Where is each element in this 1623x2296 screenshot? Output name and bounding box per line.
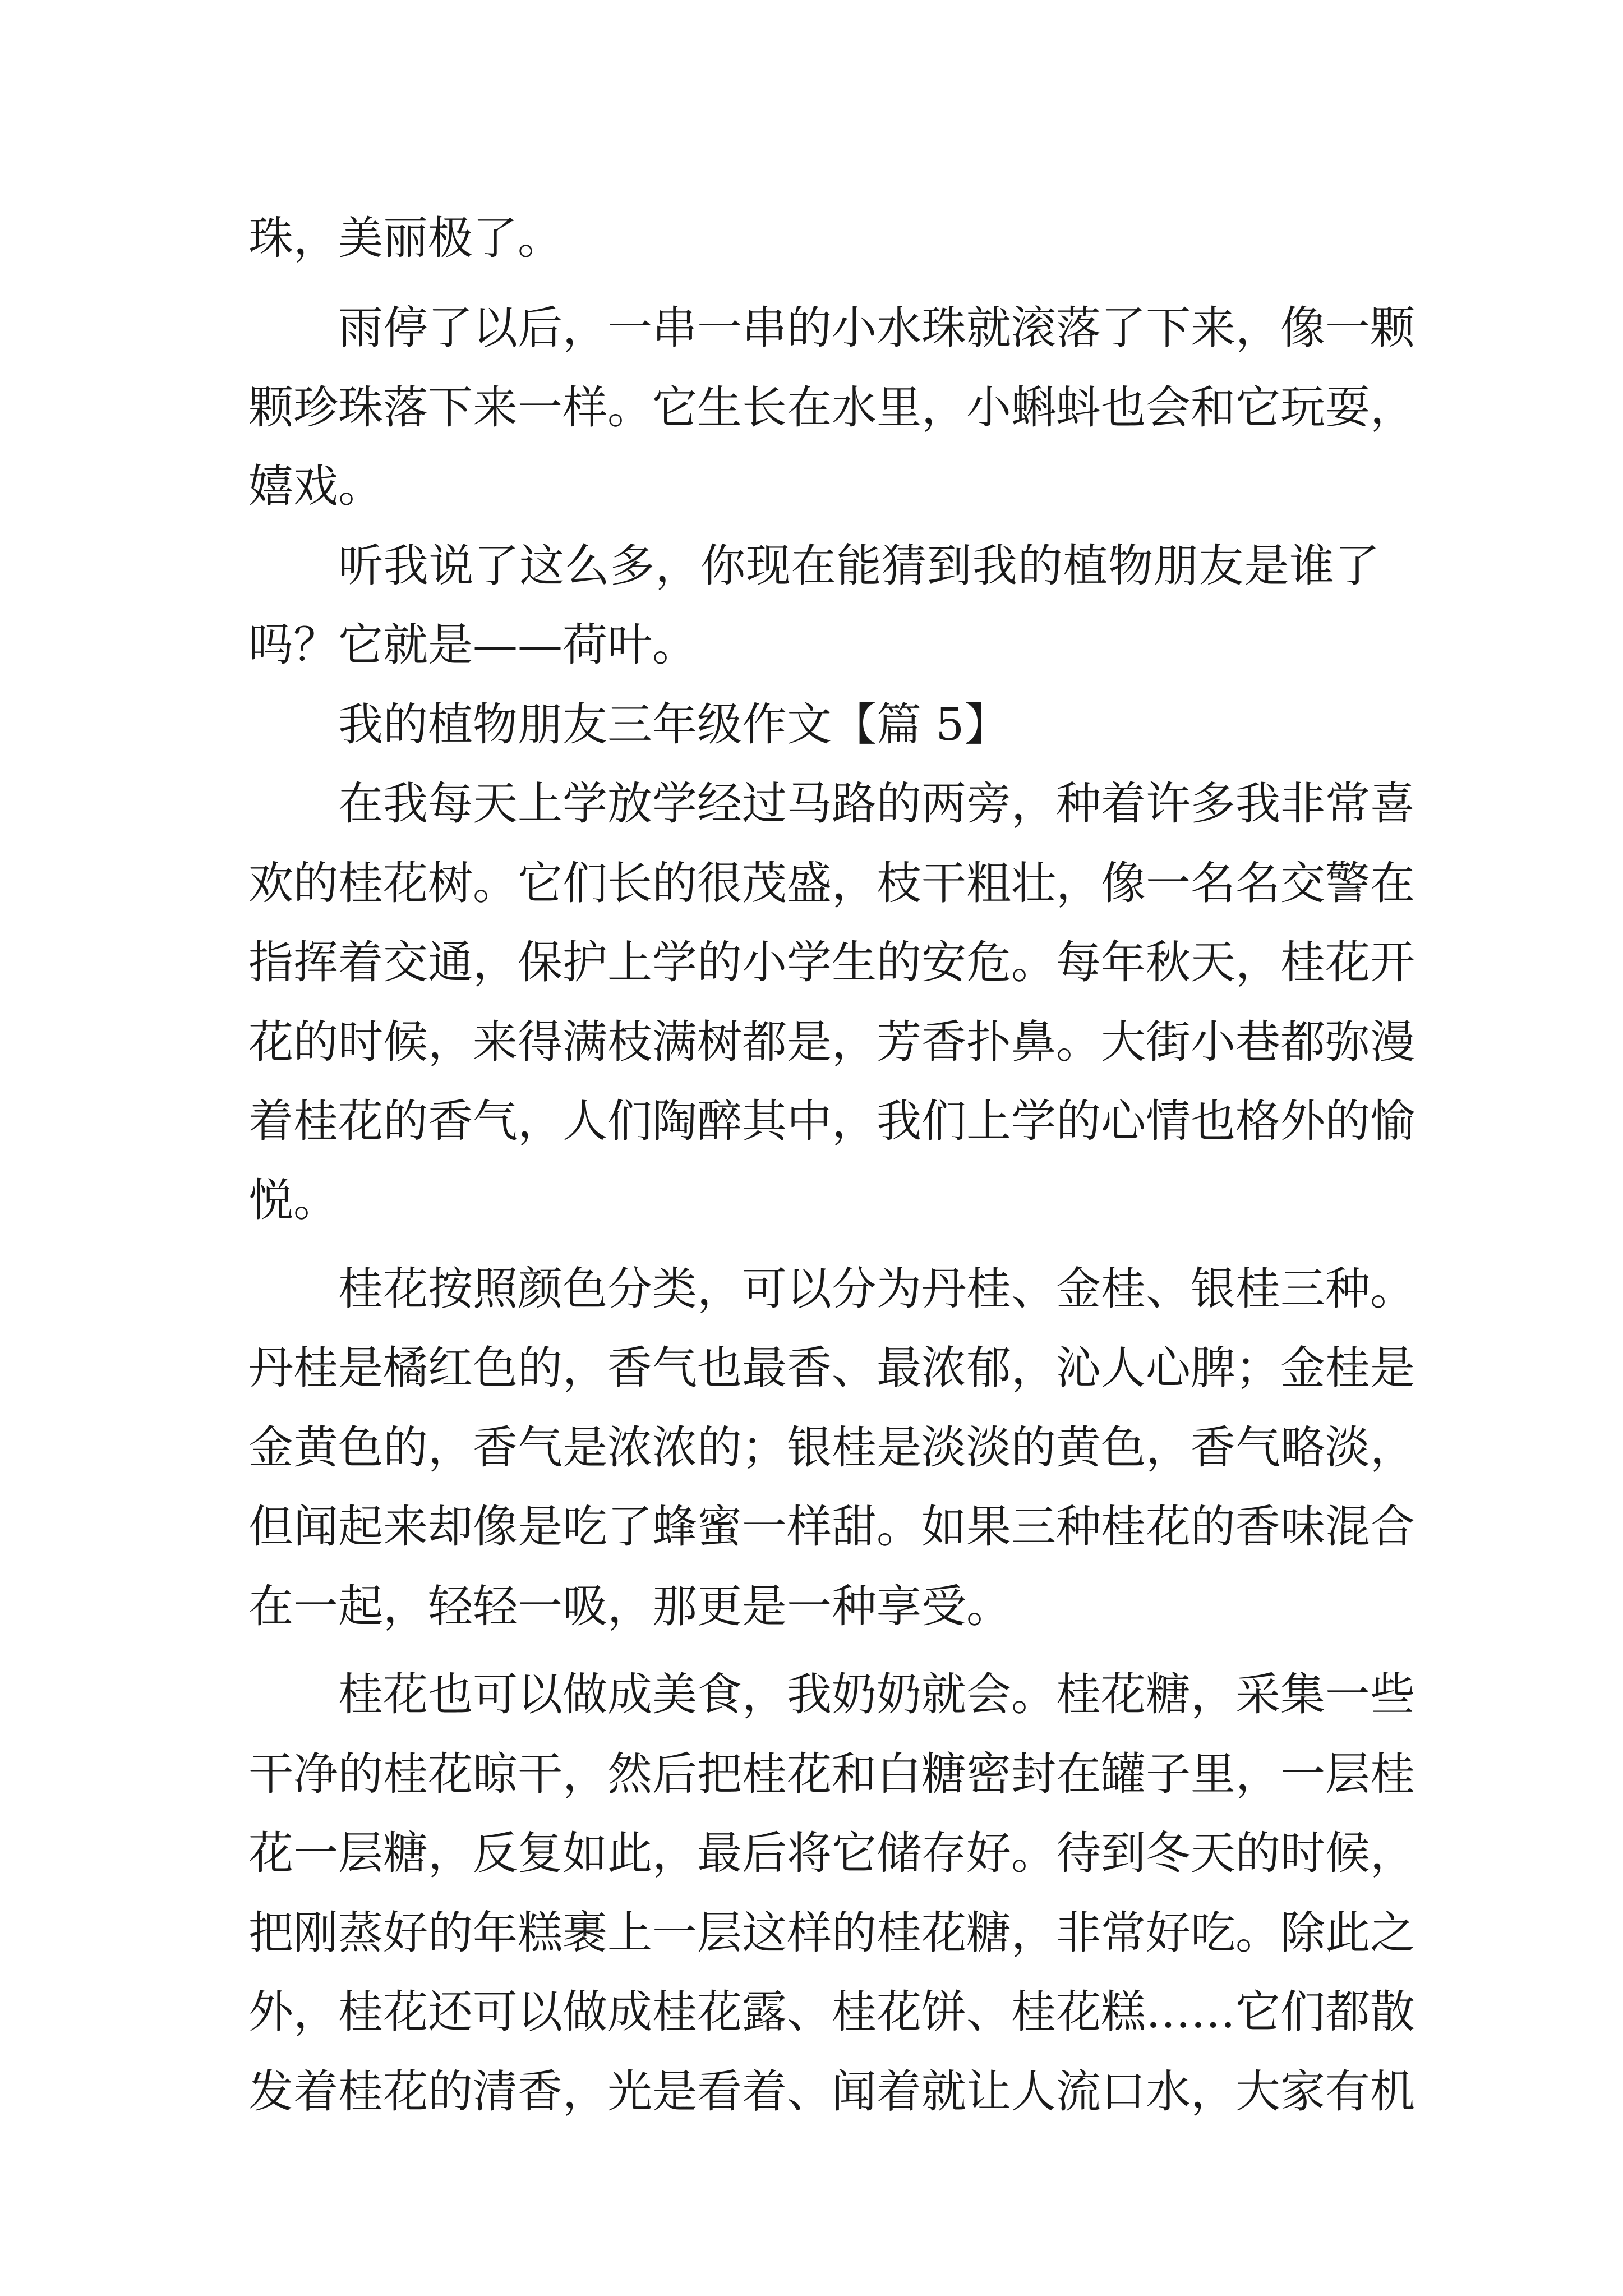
paragraph-line: 吗？它就是——荷叶。: [248, 619, 697, 671]
paragraph-line: 桂花也可以做成美食，我奶奶就会。桂花糖，采集一些: [338, 1668, 1415, 1720]
paragraph-line: 珠，美丽极了。: [248, 212, 562, 264]
paragraph-line: 把刚蒸好的年糕裹上一层这样的桂花糖，非常好吃。除此之: [248, 1907, 1415, 1959]
paragraph-line: 干净的桂花晾干，然后把桂花和白糖密封在罐子里，一层桂: [248, 1748, 1415, 1800]
paragraph-line: 欢的桂花树。它们长的很茂盛，枝干粗壮，像一名名交警在: [248, 857, 1415, 909]
paragraph-line: 在我每天上学放学经过马路的两旁，种着许多我非常喜: [338, 777, 1415, 830]
paragraph-line: 悦。: [248, 1174, 338, 1226]
paragraph-line: 指挥着交通，保护上学的小学生的安危。每年秋天，桂花开: [248, 936, 1415, 988]
paragraph-line: 金黄色的，香气是浓浓的；银桂是淡淡的黄色，香气略淡，: [248, 1421, 1415, 1474]
paragraph-line: 花的时候，来得满枝满树都是，芳香扑鼻。大街小巷都弥漫: [248, 1016, 1415, 1068]
paragraph-line: 但闻起来却像是吃了蜂蜜一样甜。如果三种桂花的香味混合: [248, 1501, 1415, 1553]
paragraph-line: 花一层糖，反复如此，最后将它储存好。待到冬天的时候，: [248, 1827, 1415, 1879]
paragraph-line: 听我说了这么多，你现在能猜到我的植物朋友是谁了: [338, 540, 1380, 592]
paragraph-line: 外，桂花还可以做成桂花露、桂花饼、桂花糕……它们都散: [248, 1986, 1415, 2038]
paragraph-line: 桂花按照颜色分类，可以分为丹桂、金桂、银桂三种。: [338, 1263, 1415, 1315]
paragraph-line: 着桂花的香气，人们陶醉其中，我们上学的心情也格外的愉: [248, 1095, 1415, 1147]
paragraph-line: 发着桂花的清香，光是看着、闻着就让人流口水，大家有机: [248, 2065, 1415, 2118]
section-heading: 我的植物朋友三年级作文【篇 5】: [338, 698, 1009, 751]
paragraph-line: 颗珍珠落下来一样。它生长在水里，小蝌蚪也会和它玩耍，: [248, 381, 1415, 434]
paragraph-line: 丹桂是橘红色的，香气也最香、最浓郁，沁人心脾；金桂是: [248, 1342, 1415, 1394]
paragraph-line: 雨停了以后，一串一串的小水珠就滚落了下来，像一颗: [338, 302, 1415, 354]
paragraph-line: 在一起，轻轻一吸，那更是一种享受。: [248, 1580, 1011, 1632]
paragraph-line: 嬉戏。: [248, 460, 383, 512]
